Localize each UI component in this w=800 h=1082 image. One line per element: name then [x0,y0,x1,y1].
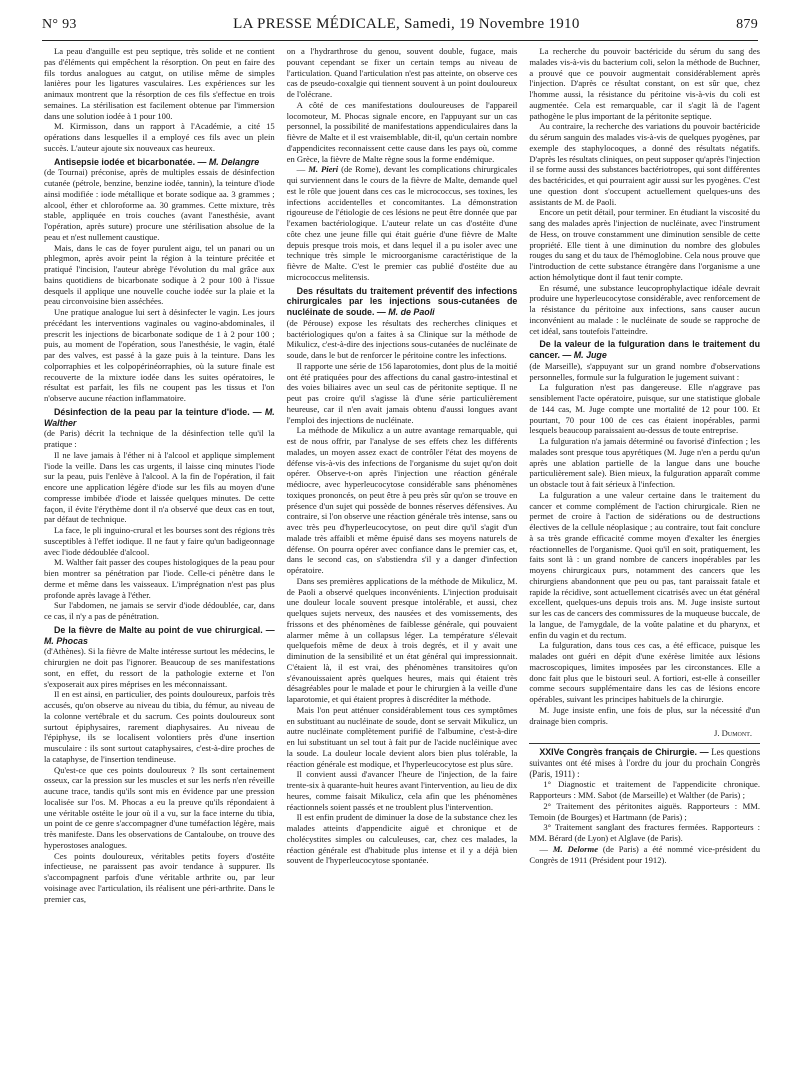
paragraph: Il rapporte une série de 156 laparotomies, dont plus de la moitié ont été pratiquées pour des affections du canal gastro-intestinal et des voies biliaires avec un seul cas de péritonite septique. Il ne peut pas croire qu'il s'agisse là d'une série particulièrement heureuse, car il n'en avait jamais obtenu d'aussi longues avant l'emploi des injections de nucléinate. [286,360,518,425]
paragraph: La fulguration n'est pas dangereuse. Elle n'aggrave pas sensiblement l'acte opératoire, puisque, sur une statistique globale de 144 cas, M. Juge compte une mortalité de 12 pour 100. Et pourtant, 70 pour 100 de ces cas étaient inopérables, parmi lesquels beaucoup paraissaient au-dessus de toute entreprise. [529,382,761,436]
paragraph: Une pratique analogue lui sert à désinfecter le vagin. Les jours précédant les interventions vaginales ou vagino-abdominales, il prescrit les injections de bicarbonate sodique de 1 à 2 pour 100 ; puis, au moment de l'opération, sous l'anesthésie, le vagin, étalé par des valves, est passé à la gaze puis à la teinture. Dans les colporraphies et les colpopérinéorraphies, où la suture finale est recouverte de la mixture iodée dans les suites opératoires, le résultat est parfait, les fils ne coupent pas les tissus et l'on n'observe aucune réaction inflammatoire. [44,307,275,403]
paragraph: La fulguration, dans tous ces cas, a été efficace, puisque les malades ont guéri en dépit d'une exérèse limitée aux lésions macroscopiques, limites imposées par les circonstances. Elle a donc fait plus que le bistouri seul. A fortiori, est-elle à conseiller comme secours supplémentaire dans les cas de lésions encore opérables, suivant les principes habituels de la chirurgie. [529,640,761,704]
paragraph: Dans ses premières applications de la méthode de Mikulicz, M. de Paoli a observé quelques inconvénients. L'injection produisait une douleur locale souvent presque intolérable, et aussi, chez quelques sujets nerveux, des nausées et des vomissements, des frissons et des phénomènes de faiblesse générale, qui pouvaient alarmer même à un collapsus léger. La température s'élevait quelquefois même de deux à trois degrés, et il y avait une diminution de la sensibilité et un état général qui impressionnait. C'étaient là, il est vrai, des phénomènes transitoires qu'on s'évanouissaient après quelques heures, mais qui étaient très désagréables pour le malade et pour le chirurgien à la veille d'une laparotomie, et qui étaient propres à discréditer la méthode. [286,575,518,704]
paragraph: (de Tournai) préconise, après de multiples essais de désinfection cutanée (pétrole, benzine, benzine iodée, tannin), la teinture d'iode ainsi modifiée : iode métallique et borate sodique aa. 3 grammes ; alcool, éther et chloroforme aa. 30 grammes. Cette mixture, très stable, appliquée en trois couches (avant l'anesthésie, avant l'opération, après suture) procure une stérilisation absolue de la peau et n'est nullement caustique. [44,167,275,242]
paragraph: A côté de ces manifestations douloureuses de l'appareil locomoteur, M. Phocas signale encore, en l'appuyant sur un cas personnel, la possibilité de manifestations appendiculaires dans la fièvre de Malte et il est vraisemblable, dit-il, qu'un certain nombre d'appendicites reconnaissent cette cause dans les pays où, comme en Grèce, la fièvre de Malte règne sous la forme endémique. [286,99,518,164]
paragraph: (de Pérouse) expose les résultats des recherches cliniques et bactériologiques qu'on a faites à sa Clinique sur la méthode de Mikulicz, c'est-à-dire des injections sous-cutanées de nucléinate de soude, dans le but de renforcer le péritoine contre les infections. [286,317,518,360]
paragraph: La peau d'anguille est peu septique, très solide et ne contient pas d'éléments qui empêchent la résorption. On peut en faire des fils tordus analogues au catgut, on utilise même de simples lanières pour les ligatures vasculaires. Les expériences sur les animaux montrent que la résorption de ces fils s'effectue en trois semaines. La stérilisation est facilement obtenue par l'immersion dans une solution iodée à 1 pour 100. [44,46,275,121]
paragraph: La fulguration n'a jamais déterminé ou favorisé d'infection ; les malades sont presque tous apyrétiques (M. Juge n'en a perdu qu'un après une ablation partielle de la langue dans une bouche particulièrement sale). Bien mieux, la fulguration apparaît comme un obstacle tout à fait sérieux à l'infection. [529,436,761,489]
paragraph: — M. Delorme (de Paris) a été nommé vice-président du Congrès de 1911 (Président pour 1912). [529,843,761,865]
section-heading: De la fièvre de Malte au point de vue chirurgical. — M. Phocas [44,624,275,646]
paragraph: Il en est ainsi, en particulier, des points douloureux, parfois très accusés, qu'on observe au niveau du tibia, du fémur, au niveau de la colonne vertébrale et du sacrum. Ces points douloureux sont surtout épiphysaires, rarement diaphysaires. Au niveau de l'épiphyse, ils se localisent volontiers près d'une insertion musculaire : ils sont surtout cataphysaires, c'est-à-dire proches de la cataphyse, de l'insertion tendineuse. [44,689,275,764]
list-item: 1° Diagnostic et traitement de l'appendicite chronique. Rapporteurs : MM. Sabot (de Marseille) et Walther (de Paris) ; [529,779,761,800]
paragraph: (de Paris) décrit la technique de la désinfection telle qu'il la pratique : [44,428,275,449]
paragraph: (de Marseille), s'appuyant sur un grand nombre d'observations personnelles, formule sur la fulguration le jugement suivant : [529,360,761,382]
paragraph: Encore un petit détail, pour terminer. En étudiant la viscosité du sang des malades après l'injection de nucléinate, avec l'instrument de Hess, on trouve constamment une diminution sensible de cette propriété. Elle tient à une diminution du nombre des globules rouges du sang et du taux de l'hémoglobine. Cela nous prouve que l'introduction de cette substance étrangère dans l'organisme a une action hémolytique dont il faut tenir compte. [529,207,761,282]
paragraph: En résumé, une substance leucoprophylactique idéale devrait produire une hyperleucocytose considérable, avec renforcement de la résistance du péritoine aux infections, sans causer aucun inconvénient au malade : le nucléinate de soude se rapproche de cet idéal, sans toutefois l'atteindre. [529,282,761,336]
section-heading: Des résultats du traitement préventif des infections chirurgicales par les injections sous-cutanées de nucléinate de soude. — M. de Paoli [286,285,518,317]
section-heading: Désinfection de la peau par la teinture d'iode. — M. Walther [44,406,275,428]
paragraph: M. Walther fait passer des coupes histologiques de la peau pour bien montrer sa pénétration par l'iode. Celle-ci pénètre dans le derme et même dans les vaisseaux. L'imprégnation n'est pas plus profonde après lavage à l'éther. [44,557,275,600]
section-heading: XXIVe Congrès français de Chirurgie. — Les questions suivantes ont été mises à l'ordre du jour du prochain Congrès (Paris, 1911) : [529,747,761,779]
paragraph: — M. Pieri (de Rome), devant les complications chirurgicales qui surviennent dans le cours de la fièvre de Malte, demande quel est le rôle que jouent dans ces cas le micrococcus, ses toxines, les infections accidentelles et concomitantes. La démonstration rigoureuse de l'étiologie de ces lésions ne peut être donnée que par l'examen bactériologique. L'auteur relate un cas d'ostéite d'une côte chez une jeune fille qui était guérie d'une fièvre de Malte depuis presque trois mois, et dans lequel il a pu isoler avec une technique très simple le microorganisme caractéristique de la fièvre de Malte. C'est le premier cas publié d'ostéite due au micrococcus melitensis. [286,164,518,282]
author-signature: J. Dumont. [714,728,753,739]
page-number: 879 [736,17,758,32]
paragraph: La face, le pli inguino-crural et les bourses sont des régions très susceptibles à l'effet iodique. Il ne faut y faire qu'un badigeonnage avec l'iode dédoublée d'alcool. [44,525,275,557]
paragraph: (d'Athènes). Si la fièvre de Malte intéresse surtout les médecins, le chirurgien ne doit pas l'ignorer. Beaucoup de ses manifestations sont, en effet, du ressort de la pathologie externe et l'on s'exposerait aux pires méprises en les méconnaissant. [44,646,275,689]
journal-title: LA PRESSE MÉDICALE, Samedi, 19 Novembre 1910 [233,16,580,32]
section-divider [529,743,760,744]
header-rule [42,40,758,41]
paragraph: La méthode de Mikulicz a un autre avantage remarquable, qui est de nous offrir, par l'analyse de ses effets chez les différents malades, un moyen assez exact de contrôler l'état des moyens de défense vis-à-vis des infections de l'organisme du sujet qu'on doit opérer. Observe-t-on après l'injection une réaction générale médiocre, avec hyperleucocytose considérable sans phénomènes toxiques prononcés, on peut être à peu près sûr qu'on se trouve en présence d'un sujet qui possède de bonnes réserves défensives. Au contraire, si l'on observe une réaction générale très intense, sans ou avec très peu d'hyperleucocytose, on peut dire qu'il s'agit d'un malade très affaibli et même épuisé dans ses moyens naturels de défense. On pourra opérer avec confiance dans le premier cas, et, dans le second cas, on s'abstiendra s'il y a danger d'infection opératoire. [286,425,518,575]
section-heading: Antisepsie iodée et bicarbonatée. — M. Delangre [54,156,260,167]
paragraph: M. Juge insiste enfin, une fois de plus, sur la nécessité d'un drainage bien compris. [529,704,761,726]
list-item: 2° Traitement des péritonites aiguës. Rapporteurs : MM. Temoin (de Bourges) et Hartmann (de Paris) ; [529,800,761,822]
paragraph: Qu'est-ce que ces points douloureux ? Ils sont certainement osseux, car la pression sur les muscles et sur les nerfs n'en réveille aucune trace, tandis qu'ils sont mis en évidence par une pression localisée sur l'os. M. Phocas a eu la preuve qu'ils répondaient à une véritable ostéite le jour où il a vu, sur la face interne du tibia, un point de ce genre s'accompagner d'une tuméfaction légère, mais très manifeste. Dans les observations de Cantaloube, on trouve des hyperostoses analogues. [44,764,275,850]
list-item: 3° Traitement sanglant des fractures fermées. Rapporteurs : MM. Bérard (de Lyon) et Alglave (de Paris). [529,822,761,843]
text-columns [44,46,760,1078]
paragraph: La fulguration a une valeur certaine dans le traitement du cancer et comme complément de l'action chirurgicale. Rien ne permet de croire à l'action de sidérations ou de destructions électives de la cellule néoplasique ; au contraire, tout fait conclure à sa très grande efficacité comme moyen d'exalter les énergies réactionnelles de l'organisme. Quoi qu'il en soit, pratiquement, les faits sont là : un grand nombre de cancers inopérables par les moyens chirurgicaux purs, notamment des cancers que les chirurgiens abandonnent que peu ou pas, tant paraissait fatale et rapide la récidive, sont actuellement cicatrisés avec un état général excellent, quelques-uns depuis trois ans. M. Juge insiste surtout sur les cas de cancers des commissures de la muqueuse buccale, de la langue, de l'amygdale, de la voûte palatine et du pharynx, et enfin du vagin et du rectum. [529,489,761,640]
section-heading: De la valeur de la fulguration dans le traitement du cancer. — M. Juge [529,339,761,360]
issue-number: N° 93 [42,17,77,32]
paragraph: on a l'hydrarthrose du genou, souvent double, fugace, mais pouvant cependant se fixer un certain temps au niveau de l'articulation. Quand l'articulation n'est pas atteinte, on observe ces cas de pseudo-coxalgie qui tiennent souvent à un point douloureux de l'olécrane. [286,46,518,99]
paragraph: M. Kirmisson, dans un rapport à l'Académie, a cité 15 opérations dans lesquelles il a employé ces fils avec un plein succès. L'auteur ajoute six nouveaux cas heureux. [44,121,275,153]
paragraph: Il ne lave jamais à l'éther ni à l'alcool et applique simplement l'iode la veille. Dans les cas urgents, il laisse cinq minutes l'iode sur la peau, puis l'enlève à l'alcool. A la fin de l'opération, il fait encore une application légère d'iode sur les fils au moyen d'une compresse imbibée d'iode et laissée quelques minutes. De cette façon, il évite l'érythème dont il n'a observé que deux cas en tout, par défaut de technique. [44,449,275,525]
paragraph: Il est enfin prudent de diminuer la dose de la substance chez les malades atteints d'appendicite aiguë et chronique et de cholécystites simples ou calculeuses, car, chez ces malades, la réaction générale est d'habitude plus intense et il y a déjà bien souvent de l'hyperleucocytose spontanée. [286,812,518,866]
paragraph: La recherche du pouvoir bactéricide du sérum du sang des malades vis-à-vis du bacterium coli, selon la méthode de Buchner, a prouvé que ce pouvoir augmentait considérablement après l'injection. D'après ce résultat constant, on est sûr que, chez l'homme aussi, la résistance du péritoine vis-à-vis du coli est augmentée. Cela est remarquable, car il s'agit là de l'agent pathogène le plus important de la péritonite septique. [529,46,761,121]
column-3 [529,46,760,1078]
column-2 [287,46,518,1078]
paragraph: Il convient aussi d'avancer l'heure de l'injection, de la faire trente-six à quarante-huit heures avant l'intervention, au lieu de dix heures, comme faisait Mikulicz, cela afin que les phénomènes réactionnels soient passés et ne troublent plus l'intervention. [286,769,518,812]
page-header [42,16,758,38]
paragraph: Mais l'on peut atténuer considérablement tous ces symptômes en substituant au nucléinate de soude, dont se servait Mikulicz, un autre nucléinate complètement purifié de l'albumine, c'est-à-dire en lui substituant un sel tout à fait pur de l'acide nucléinique avec la soude. La douleur locale devient alors bien plus tolérable, la réaction générale est modique, et l'hyperleucocytose est plus sûre. [286,704,518,769]
paragraph: Au contraire, la recherche des variations du pouvoir bactéricide du sérum sanguin des malades vis-à-vis de quelques pyogènes, par exemple des staphylocoques, a donné des résultats négatifs. D'après les résultats cliniques, on peut supposer qu'après l'injection il se forme aussi des substances bactériotropes, qui sont différentes des bactéricides, et qui pourraient agir aussi sur les pyogènes. C'est une question dont s'occupent actuellement quelques-uns des assistants de M. de Paoli. [529,121,761,207]
paragraph: Sur l'abdomen, ne jamais se servir d'iode dédoublée, car, dans ce cas, il n'y a pas de pénétration. [44,600,275,621]
column-1 [44,46,275,1078]
paragraph: Ces points douloureux, véritables petits foyers d'ostéite infectieuse, ne paraissent pas avoir tendance à suppurer. Ils s'accompagnent parfois d'une véritable arthrite ou, par leur voisinage avec l'articulation, ils réalisent une péri-arthrite. Dans le premier cas, [44,850,275,904]
paragraph: Mais, dans le cas de foyer purulent aigu, tel un panari ou un phlegmon, après avoir peint la région à la teinture précitée et pratiqué l'incision, l'auteur abrège l'évolution du mal grâce aux bains quotidiens de bicarbonate sodique à 2 pour 100 à l'issue desquels il applique une nouvelle couche iodée sur la plaie et la peau circonvoisine bien asséchées. [44,242,275,307]
